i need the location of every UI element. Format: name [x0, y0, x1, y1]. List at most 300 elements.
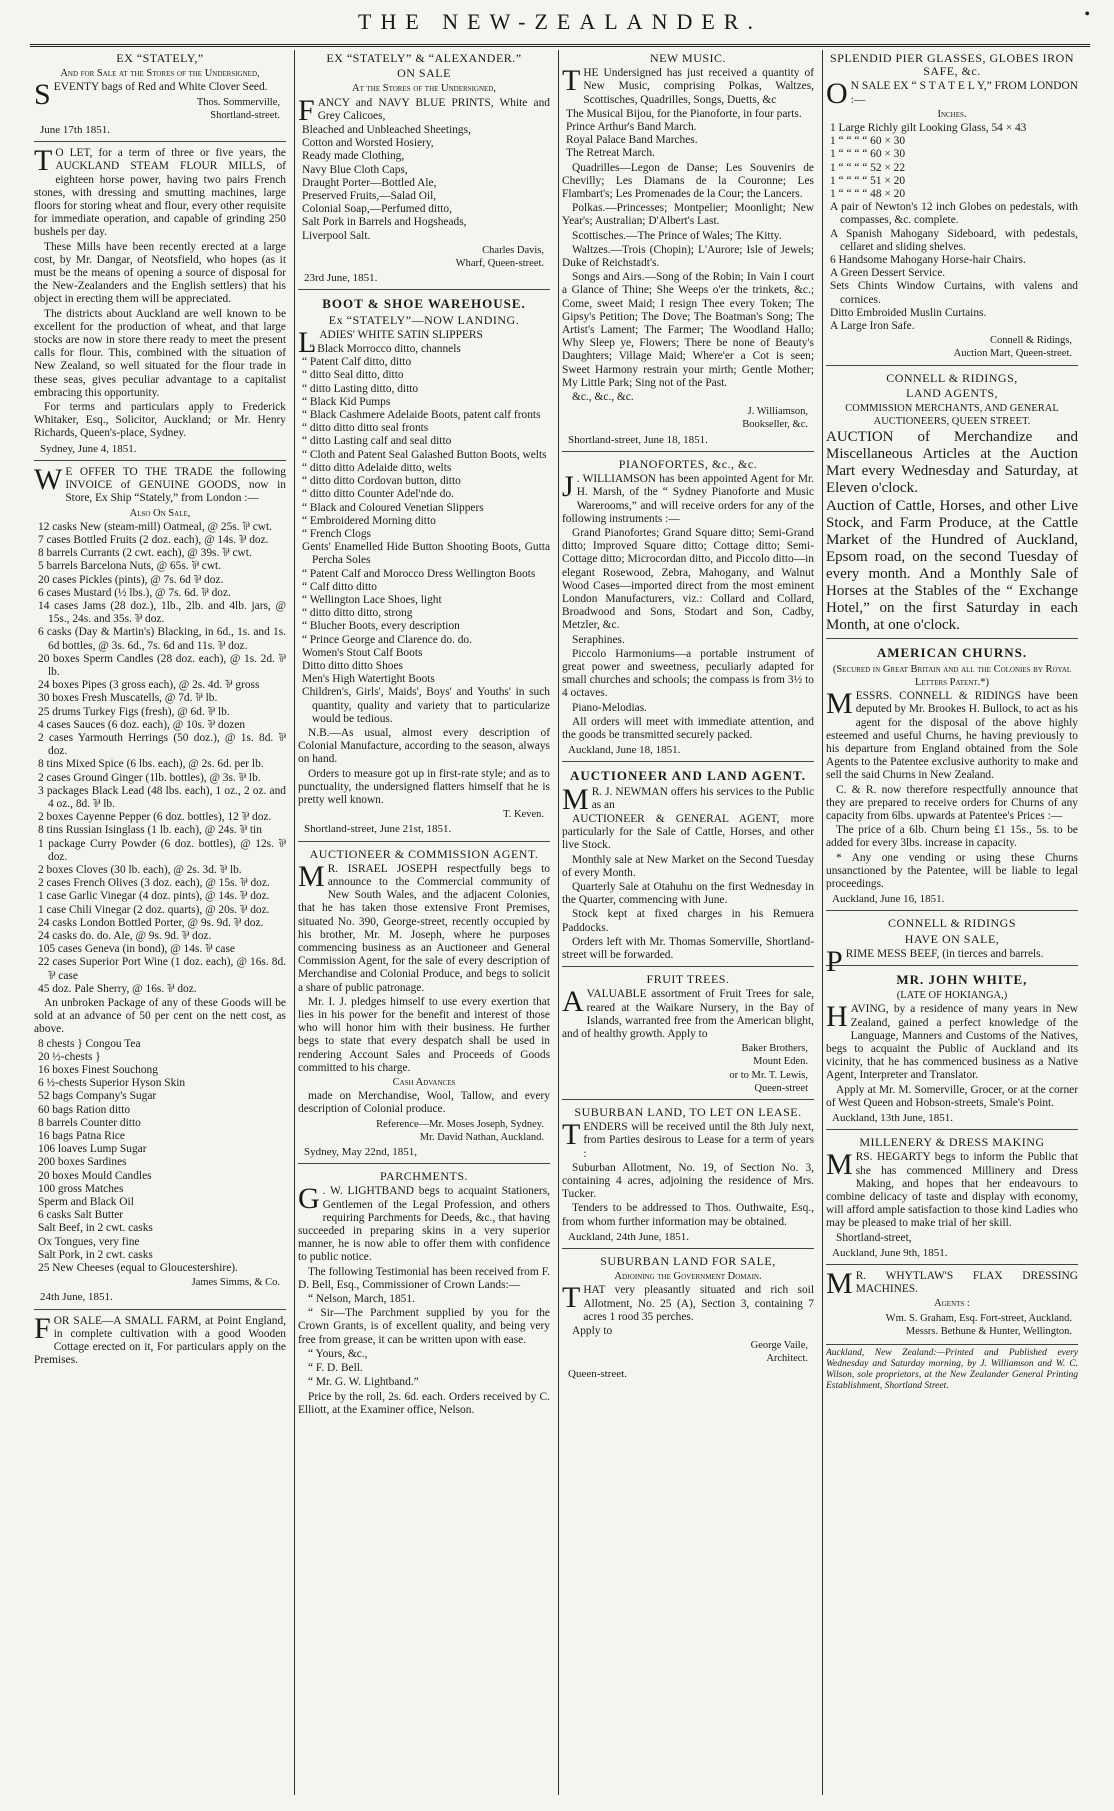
ad-paragraph: [298, 1376, 550, 1389]
advertisement: [562, 1248, 814, 1381]
ad-paragraph: [562, 1202, 814, 1228]
ad-date: Auckland, 24th June, 1851.: [568, 1230, 689, 1243]
ad-signature: James Simms, & Co.: [191, 1277, 280, 1289]
ad-paragraph: [34, 1311, 286, 1368]
list-item: “ Black and Coloured Venetian Slippers: [302, 501, 484, 514]
ad-text: RS. HEGARTY begs to inform the Public that she has commenced Millinery and Dress Making, and hopes that her endeavours to combine delicacy of taste and display with economy, will afford ample satisfaction to those kind Ladies who may be pleased to make trial of her skill.: [826, 1151, 1078, 1230]
ad-paragraph: N.B.—As usual, almost every description of Colonial Manufacture, according to the season, always on hand.: [298, 726, 550, 766]
list-item: Sperm and Black Oil: [38, 1196, 134, 1209]
list-item: 100 gross Matches: [38, 1182, 124, 1195]
drop-cap: S: [34, 78, 51, 112]
list-item: 6 casks Salt Butter: [38, 1209, 124, 1222]
ad-text: ADIES' WHITE SATIN SLIPPERS: [319, 328, 483, 341]
drop-cap: F: [298, 93, 315, 127]
list-item: Ox Tongues, very fine: [38, 1235, 140, 1248]
ad-paragraph: [562, 64, 814, 107]
ad-heading: EX “STATELY,”: [116, 51, 204, 65]
advertisement: [826, 910, 1078, 978]
list-item: Navy Blue Cloth Caps,: [302, 163, 408, 176]
drop-cap: T: [562, 64, 581, 98]
ad-paragraph: [826, 852, 1078, 892]
ad-paragraph: [298, 1307, 550, 1347]
ad-paragraph: [562, 702, 814, 715]
list-item: 106 loaves Lump Sugar: [38, 1143, 147, 1156]
ad-paragraph: Orders to measure got up in first-rate style; and as to punctuality, the undersigned flatters himself that he is pretty well known.: [298, 767, 550, 806]
drop-cap: O: [826, 77, 848, 111]
ad-paragraph: [298, 93, 550, 127]
ad-text: Apply to: [572, 1325, 613, 1338]
ad-paragraph: Polkas.—Princesses; Montpelier; Moonlight; New Year's; Australian; D'Albert's Last.: [562, 202, 814, 228]
list-item: 16 boxes Finest Souchong: [38, 1064, 158, 1077]
drop-cap: L: [298, 325, 317, 359]
ad-paragraph: made on Merchandise, Wool, Tallow, and every description of Colonial produce.: [298, 1090, 550, 1116]
list-item: 14 cases Jams (28 doz.), 1lb., 2lb. and 4lb. jars, @ 15s., 24s. and 35s. ⅌ doz.: [38, 599, 286, 626]
ad-date: Shortland-street, June 18, 1851.: [568, 433, 708, 446]
ad-date: Auckland, 13th June, 1851.: [832, 1111, 953, 1124]
ad-paragraph: [562, 716, 814, 742]
ad-text: “ Sir—The Parchment supplied by you for the Crown Grants, is of excellent quality, and being very free from grease, it can be written upon with ease.: [298, 1307, 550, 1346]
ad-text: ESSRS. CONNELL & RIDINGS have been deputed by Mr. Brookes H. Bullock, to act as his agent for the disposal of the above highly esteemed and useful Churns, he having previously to his departure from England obtained from the Sole Agents to the Patentee exclusive authority to make and sell the said Churns in New Zealand.: [826, 690, 1078, 782]
list-item: Salt Beef, in 2 cwt. casks: [38, 1222, 153, 1235]
list-item: “ ditto ditto ditto seal fronts: [302, 422, 429, 435]
list-item: 8 tins Russian Isinglass (1 lb. each), @ 24s. ⅌ tin: [38, 824, 262, 837]
ad-heading: AUCTIONEER AND LAND AGENT.: [570, 768, 806, 784]
list-item: 20 cases Pickles (pints), @ 7s. 6d ⅌ doz.: [38, 573, 224, 586]
drop-cap: H: [826, 1000, 848, 1034]
drop-cap: G: [298, 1182, 320, 1216]
list-item: “ Wellington Lace Shoes, light: [302, 593, 442, 606]
ad-text: R. WHYTLAW'S FLAX DRESSING MACHINES.: [855, 1270, 1078, 1296]
masthead: [30, 6, 1090, 46]
ad-date: Auckland, June 16, 1851.: [832, 893, 945, 906]
drop-cap: M: [826, 1267, 853, 1301]
ad-paragraph: [298, 1293, 550, 1306]
advertisement: [562, 1099, 814, 1244]
column-2: [298, 50, 550, 1800]
list-item: 5 barrels Barcelona Nuts, @ 65s. ⅌ cwt.: [38, 560, 222, 573]
list-item: 6 cases Mustard (½ lbs.), @ 7s. 6d. ⅌ doz.: [38, 586, 231, 599]
ad-subtitle: Cash Advances: [392, 1077, 456, 1089]
ad-heading: SUBURBAN LAND, TO LET ON LEASE.: [574, 1105, 802, 1120]
ad-subtitle: At the Stores of the Undersigned,: [352, 83, 496, 95]
list-item: 24 casks do. do. Ale, @ 9s. 9d. ⅌ doz.: [38, 930, 212, 942]
ad-text: Grand Pianofortes; Grand Square ditto; Semi-Grand ditto; Improved Square ditto; Cottage ditto; Semi-Cottage ditto; Microcordan ditto, and Piccolo ditto—in elegant Rosewood, Zebra, Mahogany, and Walnut Wood Cases—imported direct from the most eminent London Manufacturers, viz.: Collard and Collard, Broadwood and Sons, Stodart and Son, Cadby, Metzler, &c.: [562, 526, 814, 632]
ad-date: Sydney, June 4, 1851.: [40, 442, 137, 455]
list-item: 1 Large Richly gilt Looking Glass, 54 × 43: [830, 122, 1027, 135]
list-item: Colonial Soap,—Perfumed ditto,: [302, 203, 452, 216]
list-item: Liverpool Salt.: [302, 229, 371, 242]
item-list: [34, 521, 286, 996]
list-item: Royal Palace Band Marches.: [566, 134, 698, 147]
ad-heading: MILLENERY & DRESS MAKING: [859, 1135, 1045, 1150]
ad-text: Orders left with Mr. Thomas Somerville, Shortland-street will be forwarded.: [562, 935, 814, 961]
advertisement: [562, 761, 814, 962]
list-item: 24 casks London Bottled Porter, @ 9s. 9d. ⅌ doz.: [38, 916, 264, 929]
ad-heading: PIANOFORTES, &c., &c.: [618, 456, 758, 471]
drop-cap: F: [34, 1311, 51, 1345]
item-list: [826, 122, 1078, 333]
list-item: Sets Chints Window Curtains, with valens and cornices.: [830, 280, 1078, 306]
ad-heading: AMERICAN CHURNS.: [876, 645, 1028, 661]
ad-text: E OFFER TO THE TRADE the following INVOICE of GENUINE GOODS, now in Store, Ex Ship “Stately,” from London :—: [65, 465, 286, 505]
ad-text: O LET, for a term of three or five years, the AUCKLAND STEAM FLOUR MILLS, of eighteen horse power, having two pairs French stones, with dressing and smutting machines, large floors for storing wheat and flour, every other requisite for immediate operation, and capable of grinding 250 bushels per day.: [34, 147, 286, 239]
ad-text: “ Mr. G. W. Lightband.”: [308, 1376, 419, 1389]
list-item: Women's Stout Calf Boots: [302, 646, 423, 659]
ad-text: Stock kept at fixed charges in his Remuera Paddocks.: [562, 908, 814, 934]
advertisement: [562, 451, 814, 757]
list-item: “ French Clogs: [302, 527, 371, 540]
ad-text: The districts about Auckland are well known to be excellent for the production of wheat, and that large stocks are now in store there ready to meet the present calls for flour. This, combined with the situation of New Zealand, so well situated for the flour trade in these seas, gives peculiar advantage to a capitalist embracing this opportunity.: [34, 307, 286, 399]
ad-text: “ F. D. Bell.: [308, 1362, 363, 1375]
ad-subtitle: Inches.: [937, 108, 967, 120]
ad-paragraph: AUCTION of Merchandize and Miscellaneous Articles at the Auction Mart every Wednesday and Saturday, at Eleven o'clock.: [826, 429, 1078, 497]
drop-cap: A: [562, 985, 584, 1019]
ad-heading: SUBURBAN LAND FOR SALE,: [600, 1254, 776, 1269]
list-item: Salt Pork in Barrels and Hogsheads,: [302, 216, 467, 229]
ad-text: . WILLIAMSON has been appointed Agent for Mr. H. Marsh, of the “ Sydney Pianoforte and Music Warerooms,” and will receive orders for any of the following instruments :—: [562, 473, 814, 525]
ad-paragraph: [826, 784, 1078, 824]
list-item: 4 cases Sauces (6 doz. each), @ 10s. ⅌ dozen: [38, 718, 246, 731]
ad-paragraph: [562, 648, 814, 701]
ad-paragraph: Auction of Cattle, Horses, and other Live Stock, and Farm Produce, at the Cattle Market of the Hundred of Auckland, Epsom road, on the second Tuesday of every month. And a Monthly Sale of Horses at the Stables of the “ Exchange Hotel,” on the first Saturday in each Month, at one o'clock.: [826, 498, 1078, 634]
list-item: Gents' Enamelled Hide Button Shooting Boots, Gutta Percha Soles: [302, 541, 550, 567]
ad-text: R. ISRAEL JOSEPH respectfully begs to announce to the Commercial community of New South Wales, and the adjacent Colonies, that he has taken those extensive Front Premises, situated No. 390, George-street, recently occupied by his brother, Mr. M. Joseph, where he purposes commencing business as an Auctioneer and General Commission Agent, for the sale of every description of Merchandise and Colonial Produce, and begs to solicit a share of public patronage.: [298, 862, 550, 994]
list-item: “ Black Morrocco ditto, channels: [309, 343, 461, 356]
ad-text: Apply at Mr. M. Somerville, Grocer, or at the corner of West Queen and Hobson-streets, Smale's Point.: [826, 1083, 1078, 1109]
ad-text: Seraphines.: [572, 633, 625, 646]
ad-paragraph: [826, 1000, 1078, 1082]
list-item: 1 “ “ “ “ 48 × 20: [830, 188, 906, 201]
list-item: A Spanish Mahogany Sideboard, with pedestals, cellaret and sliding shelves.: [830, 227, 1078, 253]
ad-paragraph: [298, 1266, 550, 1292]
ad-subtitle: (LATE OF HOKIANGA,): [896, 990, 1008, 1002]
list-item: Prince Arthur's Band March.: [566, 121, 697, 134]
item-list: [34, 1038, 286, 1276]
ad-text: RIME MESS BEEF, (in tierces and barrels.: [845, 947, 1044, 960]
advertisement: [826, 365, 1078, 635]
ad-text: OR SALE—A SMALL FARM, at Point England, in complete cultivation with a good Wooden Cottage erected on it, For particulars apply on the Premises.: [34, 1314, 286, 1367]
advertisement: [34, 52, 286, 137]
ad-text: For terms and particulars apply to Frederick Whitaker, Esq., Solicitor, Auckland; or Mr. Henry Richards, Queen's-place, Sydney.: [34, 401, 286, 440]
ad-text: Piano-Melodias.: [572, 701, 647, 714]
ad-subheading: LAND AGENTS,: [906, 385, 998, 400]
ad-paragraph: &c., &c., &c.: [572, 391, 634, 404]
column-1: [34, 50, 286, 1800]
list-item: 8 barrels Counter ditto: [38, 1116, 141, 1129]
list-item: 6 ½-chests Superior Hyson Skin: [38, 1077, 186, 1090]
list-item: A pair of Newton's 12 inch Globes on pedestals, with compasses, &c. complete.: [830, 201, 1078, 227]
advertisement: [34, 460, 286, 1305]
list-item: 6 casks (Day & Martin's) Blacking, in 6d., 1s. and 1s. 6d bottles, @ 3s. 6d., 7s. 6d and 11s. ⅌ doz.: [38, 626, 286, 652]
advertisement: [298, 841, 550, 1160]
list-item: 8 barrels Currants (2 cwt. each), @ 39s. ⅌ cwt.: [38, 547, 252, 560]
list-item: “ Embroidered Morning ditto: [302, 514, 436, 527]
ad-heading: FRUIT TREES.: [646, 972, 730, 987]
list-item: 52 bags Company's Sugar: [38, 1090, 157, 1103]
advertisement: [298, 289, 550, 836]
ad-signature: Reference—Mr. Moses Joseph, Sydney. Mr. David Nathan, Auckland.: [376, 1118, 544, 1143]
ad-paragraph: [826, 77, 1078, 111]
ad-paragraph: [562, 470, 814, 526]
page-mark: •: [1084, 6, 1090, 23]
list-item: 6 Handsome Mahogany Horse-hair Chairs.: [830, 254, 1026, 267]
ad-paragraph: [826, 1267, 1078, 1301]
ad-paragraph: [562, 936, 814, 962]
ad-text: Shortland-street,: [836, 1231, 912, 1244]
list-item: 20 ½-chests }: [38, 1050, 101, 1063]
advertisement: [298, 1163, 550, 1417]
ad-text: C. & R. now therefore respectfully announce that they are prepared to receive orders for Churns of any capacity from 6lbs. upwards at Patentee's Prices :—: [826, 783, 1078, 822]
list-item: Bleached and Unbleached Sheetings,: [302, 124, 471, 137]
ad-paragraph: [562, 854, 814, 880]
ad-paragraph: [562, 1325, 814, 1338]
ad-paragraph: [826, 687, 1078, 782]
list-item: Children's, Girls', Maids', Boys' and Youths' in such quantity, quality and variety that to particularize would be tedious.: [302, 686, 550, 725]
masthead-rule: [30, 44, 1090, 47]
ad-signature: Baker Brothers, Mount Eden. or to Mr. T. Lewis, Queen-street: [729, 1043, 808, 1094]
list-item: 1 “ “ “ “ 51 × 20: [830, 174, 906, 187]
list-item: Preserved Fruits,—Salad Oil,: [302, 190, 437, 203]
list-item: “ Prince George and Clarence do. do.: [302, 633, 472, 646]
list-item: 20 boxes Sperm Candles (28 doz. each), @ 1s. 2d. ⅌ lb.: [38, 652, 286, 678]
ad-date: June 17th 1851.: [40, 124, 110, 137]
ad-heading: SPLENDID PIER GLASSES, GLOBES IRON SAFE, &c.: [829, 51, 1075, 79]
list-item: “ Black Kid Pumps: [302, 395, 391, 408]
advertisement: [826, 1264, 1078, 1338]
list-item: 60 bags Ration ditto: [38, 1103, 131, 1116]
ad-subheading: HAVE ON SALE,: [904, 931, 1000, 946]
ad-paragraph: Waltzes.—Trois (Chopin); L'Aurore; Isle of Jewels; Duke of Reichstadt's.: [562, 243, 814, 270]
ad-text: The following Testimonial has been received from F. D. Bell, Esq., Commissioner of Crown Lands:—: [298, 1265, 550, 1291]
list-item: 2 boxes Cloves (30 lb. each), @ 2s. 3d. ⅌ lb.: [38, 863, 242, 876]
list-item: 1 “ “ “ “ 52 × 22: [830, 161, 906, 174]
list-item: Cotton and Worsted Hosiery,: [302, 137, 434, 150]
ad-paragraph: [562, 908, 814, 934]
list-item: 2 cases Ground Ginger (1lb. bottles), @ 3s. ⅌ lb.: [38, 771, 261, 784]
ad-subtitle: And for Sale at the Stores of the Undersigned,: [60, 68, 260, 80]
ad-paragraph: An unbroken Package of any of these Goods will be sold at an advance of 50 per cent on the nett cost, as above.: [34, 997, 286, 1036]
ad-heading: CONNELL & RIDINGS,: [886, 370, 1018, 385]
ad-text: All orders will meet with immediate attention, and the goods be transmitted securely packed.: [562, 715, 814, 741]
ad-signature: Wm. S. Graham, Esq. Fort-street, Auckland. Messrs. Bethune & Hunter, Wellington.: [885, 1312, 1072, 1337]
ad-paragraph: [562, 813, 814, 853]
ad-text: R. J. NEWMAN offers his services to the Public as an: [591, 785, 814, 811]
drop-cap: P: [826, 944, 843, 978]
list-item: 16 bags Patna Rice: [38, 1130, 125, 1143]
ad-paragraph: [298, 1391, 550, 1417]
ad-text: Price by the roll, 2s. 6d. each. Orders received by C. Elliott, at the Examiner office, Nelson.: [298, 1390, 550, 1416]
list-item: The Retreat March.: [566, 147, 655, 160]
list-item: “ ditto Lasting ditto, ditto: [302, 382, 419, 395]
ad-text: Quarterly Sale at Otahuhu on the first Wednesday in the Quarter, commencing with June.: [562, 880, 814, 907]
ad-text: HAT very pleasantly situated and rich soil Allotment, No. 25 (A), Section 3, containing 7 acres 1 rood 35 perches.: [583, 1284, 814, 1323]
ad-subheading: ON SALE: [397, 66, 451, 81]
list-item: “ ditto Seal ditto, ditto: [302, 369, 404, 382]
advertisement: [826, 965, 1078, 1125]
ad-date: 24th June, 1851.: [40, 1291, 113, 1304]
ad-heading: CONNELL & RIDINGS: [887, 916, 1017, 931]
ad-text: Monthly sale at New Market on the Second Tuesday of every Month.: [562, 853, 814, 879]
ad-signature: Connell & Ridings, Auction Mart, Queen-street.: [953, 335, 1072, 360]
list-item: Draught Porter—Bottled Ale,: [302, 176, 437, 189]
drop-cap: J: [562, 470, 574, 504]
ad-text: The price of a 6lb. Churn being £1 15s., 5s. to be added for every 3lbs. increase in capacity.: [826, 824, 1078, 850]
ad-subtitle: Agents :: [934, 1298, 970, 1310]
list-item: “ Calf ditto ditto: [302, 580, 377, 593]
drop-cap: M: [562, 782, 589, 816]
list-item: 8 chests } Congou Tea: [38, 1037, 141, 1050]
list-item: “ Black Cashmere Adelaide Boots, patent calf fronts: [302, 409, 541, 422]
list-item: 22 cases Superior Port Wine (1 doz. each), @ 16s. 8d. ⅌ case: [38, 956, 286, 982]
ad-date: Auckland, June 18, 1851.: [568, 744, 681, 757]
list-item: “ Blucher Boots, every description: [302, 620, 460, 633]
drop-cap: M: [298, 859, 325, 893]
list-item: 1 package Curry Powder (6 doz. bottles), @ 12s. ⅌ doz.: [38, 837, 286, 863]
advertisement: [826, 638, 1078, 906]
list-item: 24 boxes Pipes (3 gross each), @ 2s. 4d. ⅌ gross: [38, 679, 260, 692]
ad-text: N SALE EX “ S T A T E L Y,” FROM LONDON :—: [850, 80, 1078, 106]
list-item: A Large Iron Safe.: [830, 320, 915, 333]
ad-text: ENDERS will be received until the 8th July next, from Parties desirous to Lease for a term of years :: [583, 1121, 814, 1160]
ad-paragraph: Quadrilles—Legon de Danse; Les Souvenirs de Chevilly; Les Diamans de la Couronne; Les Flambart's; Les Promenades de la Cour; the Lancers.: [562, 161, 814, 201]
list-item: “ Cloth and Patent Seal Galashed Button Boots, welts: [302, 448, 547, 461]
list-item: 1 “ “ “ “ 60 × 30: [830, 148, 906, 161]
ad-paragraph: [562, 1281, 814, 1324]
ad-text: “ Yours, &c.,: [308, 1347, 368, 1360]
ad-date: Auckland, June 9th, 1851.: [832, 1246, 948, 1259]
ad-heading: NEW MUSIC.: [649, 51, 727, 65]
ad-paragraph: [34, 241, 286, 307]
ad-text: AUCTIONEER & GENERAL AGENT, more particularly for the Sale of Cattle, Horses, and other live Stock.: [562, 812, 814, 852]
ad-paragraph: [826, 1232, 1078, 1245]
ad-subtitle: Also On Sale,: [129, 507, 191, 519]
list-item: “ ditto Lasting calf and seal ditto: [302, 435, 452, 448]
ad-paragraph: [562, 1162, 814, 1202]
ad-subtitle: Adjoining the Government Domain.: [614, 1271, 762, 1283]
list-item: 12 casks New (steam-mill) Oatmeal, @ 25s. ⅌ cwt.: [38, 520, 272, 533]
list-item: A Green Dessert Service.: [830, 267, 946, 280]
column-separator: [822, 50, 823, 1795]
list-item: 1 “ “ “ “ 60 × 30: [830, 135, 906, 148]
ad-paragraph: [298, 996, 550, 1075]
ad-heading: MR. JOHN WHITE,: [896, 971, 1028, 987]
ad-paragraph: [34, 308, 286, 400]
drop-cap: T: [562, 1118, 581, 1152]
ad-paragraph: [34, 462, 286, 506]
ad-date: Sydney, May 22nd, 1851,: [304, 1146, 417, 1159]
ad-paragraph: [34, 144, 286, 239]
ad-text: Suburban Allotment, No. 19, of Section No. 3, containing 4 acres, adjoining the residence of Mrs. Tucker.: [562, 1161, 814, 1201]
list-item: 20 boxes Mould Candles: [38, 1169, 152, 1182]
ad-paragraph: [298, 1362, 550, 1375]
list-item: Salt Pork, in 2 cwt. casks: [38, 1248, 153, 1261]
ad-paragraph: [826, 824, 1078, 850]
list-item: 2 cases Yarmouth Herrings (50 doz.), @ 1s. 8d. ⅌ doz.: [38, 731, 286, 758]
ad-heading: EX “STATELY” & “ALEXANDER.”: [326, 51, 522, 65]
list-item: “ ditto ditto Counter Adel'nde do.: [302, 488, 455, 501]
list-item: 8 tins Mixed Spice (6 lbs. each), @ 2s. 6d. per lb.: [38, 758, 264, 771]
list-item: 1 case Garlic Vinegar (4 doz. pints), @ 14s. ⅌ doz.: [38, 890, 270, 903]
drop-cap: T: [562, 1281, 581, 1315]
list-item: 7 cases Bottled Fruits (2 doz. each), @ 14s. ⅌ doz.: [38, 533, 269, 546]
item-list: [298, 343, 550, 726]
ad-date: Queen-street.: [568, 1367, 627, 1380]
ad-subtitle: COMMISSION MERCHANTS, AND GENERAL AUCTIONEERS, QUEEN STREET.: [845, 403, 1059, 428]
list-item: 25 drums Turkey Figs (fresh), @ 6d. ⅌ lb.: [38, 705, 230, 718]
ad-text: Mr. I. J. pledges himself to use every exertion that lies in his power for the benefit and interest of those who will honor him with their business. He further begs to state that every despatch shall be used in rendering Account Sales and Proceeds of Goods committed to his charge.: [298, 995, 550, 1074]
list-item: “ ditto ditto Cordovan button, ditto: [302, 475, 461, 488]
ad-paragraph: [826, 944, 1078, 978]
ad-paragraph: [826, 1148, 1078, 1230]
advertisement: [826, 1129, 1078, 1260]
list-item: The Musical Bijou, for the Pianoforte, in four parts.: [566, 107, 802, 120]
list-item: Ditto Embroided Muslin Curtains.: [830, 306, 987, 319]
ad-date: Shortland-street, June 21st, 1851.: [304, 823, 452, 836]
list-item: 3 packages Black Lead (48 lbs. each), 1 oz., 2 oz. and 4 oz., 8d. ⅌ lb.: [38, 784, 286, 810]
list-item: “ Patent Calf ditto, ditto: [302, 356, 412, 369]
list-item: 25 New Cheeses (equal to Gloucestershire).: [38, 1262, 238, 1275]
drop-cap: M: [826, 1148, 853, 1182]
ad-text: ANCY and NAVY BLUE PRINTS, White and Grey Calicoes,: [317, 96, 550, 122]
ad-signature: Charles Davis, Wharf, Queen-street.: [455, 244, 544, 270]
ad-paragraph: [826, 1084, 1078, 1110]
column-4: [826, 50, 1078, 1800]
ad-heading: Ex “STATELY”—NOW LANDING.: [328, 312, 520, 327]
list-item: 2 boxes Cayenne Pepper (6 doz. bottles), 12 ⅌ doz.: [38, 811, 272, 824]
ad-text: HE Undersigned has just received a quantity of New Music, comprising Polkas, Waltzes, Scottisches, Quadrilles, Songs, Duetts, &c: [583, 67, 814, 106]
ad-paragraph: Songs and Airs.—Song of the Robin; In Vain I court a Glance of Thine; She Weeps o'er the trinkets, &c.; Come, sweet Maid; I resign Thee every Token; The Gipsy's Petition; The Dove; The Boatman's Song; The Artist's Lament; The Farmer; The Woodland Hallo; Why Sleep ye, Flowers; There be none of Beauty's Daughters; Village Maid; Where'er a Cot is seen; Sweet Harmony restrain your mirth; Gentle Mother; My Little Park; Sing not of the Past.: [562, 271, 814, 389]
ad-signature: Thos. Sommerville, Shortland-street.: [196, 96, 280, 121]
ad-subtitle: (Secured in Great Britain and all the Colonies by Royal Letters Patent.*): [832, 663, 1072, 688]
ad-paragraph: [298, 1348, 550, 1361]
ad-text: VALUABLE assortment of Fruit Trees for sale, reared at the Waikare Nursery, in the Bay of Islands, warranted free from the American blight, and of healthy growth. Apply to: [562, 988, 814, 1041]
list-item: “ ditto ditto Adelaide ditto, welts: [302, 461, 452, 474]
ad-paragraph: [34, 401, 286, 441]
list-item: “ ditto ditto ditto, strong: [302, 607, 413, 620]
list-item: 1 case Chili Vinegar (2 doz. quarts), @ 20s. ⅌ doz.: [38, 903, 270, 916]
ad-heading: PARCHMENTS.: [379, 1169, 469, 1184]
ad-paragraph: [562, 782, 814, 816]
list-item: 45 doz. Pale Sherry, @ 16s. ⅌ doz.: [38, 982, 197, 995]
ad-signature: T. Keven.: [503, 809, 544, 821]
ad-text: * Any one vending or using these Churns unsanctioned by the Patentee, will be liable to legal proceedings.: [826, 851, 1078, 890]
list-item: 200 boxes Sardines: [38, 1156, 127, 1169]
advertisement: [34, 1309, 286, 1368]
list-item: 2 cases French Olives (3 doz. each), @ 15s. ⅌ doz.: [38, 877, 270, 890]
ad-paragraph: [562, 881, 814, 907]
column-separator: [294, 50, 295, 1795]
ad-heading: BOOT & SHOE WAREHOUSE.: [322, 296, 526, 312]
advertisement: [826, 52, 1078, 361]
ad-paragraph: [562, 1118, 814, 1161]
ad-text: AVING, by a residence of many years in New Zealand, gained a perfect knowledge of the Language, Manners and Customs of the Natives, begs to acquaint the Public of Auckland and its vicinity, that he has commenced business as a Native Agent, Interpreter and Translator.: [826, 1003, 1078, 1082]
newspaper-title: THE NEW-ZEALANDER.: [358, 9, 762, 34]
drop-cap: M: [826, 687, 853, 721]
ad-paragraph: [298, 859, 550, 995]
ad-paragraph: [562, 985, 814, 1041]
ad-text: Tenders to be addressed to Thos. Outhwaite, Esq., from whom further information may be obtained.: [562, 1202, 814, 1228]
advertisement: [562, 52, 814, 447]
ad-signature: George Vaile, Architect.: [750, 1340, 808, 1365]
advertisement: [298, 52, 550, 285]
column-3: [562, 50, 814, 1800]
item-list: [562, 108, 814, 161]
list-item: “ Patent Calf and Morocco Dress Wellington Boots: [302, 567, 536, 580]
ad-text: EVENTY bags of Red and White Clover Seed.: [53, 81, 268, 94]
ad-text: . W. LIGHTBAND begs to acquaint Stationers, Gentlemen of the Legal Profession, and others requiring Parchments for Deeds, &c., that having succeeded in preparing skins in a very superior manner, he is now able to offer them with confidence to public notice.: [298, 1185, 550, 1264]
drop-cap: W: [34, 462, 63, 496]
ad-paragraph: [562, 634, 814, 647]
